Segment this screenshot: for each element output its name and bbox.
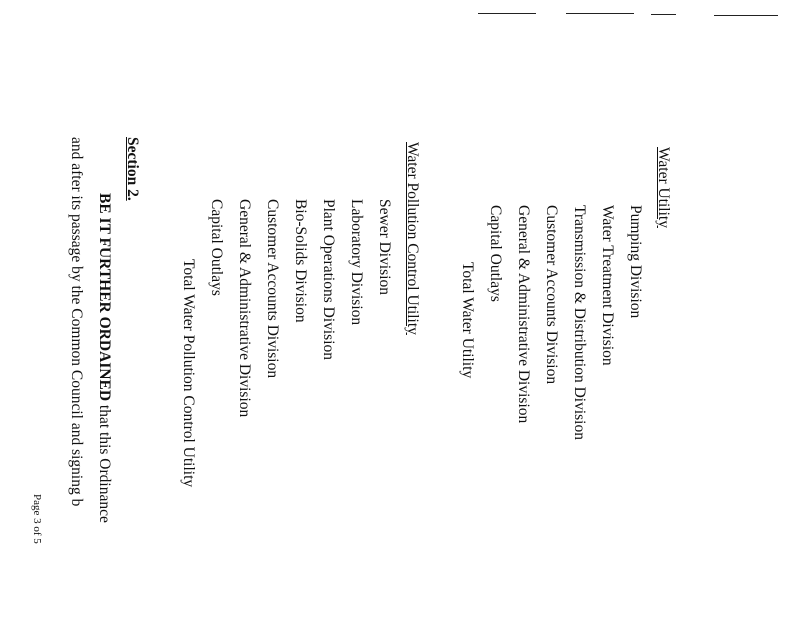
ordained-rest: that this Ordinance: [96, 401, 113, 523]
section-2-paragraph-line1: [97, 193, 113, 523]
water-pollution-total: Total Water Pollution Control Utility: [180, 259, 197, 488]
water-pollution-item: Sewer Division: [376, 199, 393, 296]
water-utility-item: Capital Outlays: [487, 205, 504, 302]
page-number: Page 3 of 5: [31, 494, 43, 544]
ordained-lead: BE IT FURTHER ORDAINED: [96, 193, 113, 402]
water-utility-item: Water Treatment Division: [599, 205, 616, 366]
form-rule-1: [478, 13, 536, 14]
water-utility-item: General & Administrative Division: [515, 205, 532, 424]
water-pollution-item: Laboratory Division: [348, 199, 365, 326]
water-utility-item: Transmission & Distribution Division: [571, 205, 588, 440]
water-pollution-item: Bio-Solids Division: [292, 199, 309, 323]
water-pollution-item: Customer Accounts Division: [264, 199, 281, 379]
water-pollution-item: Capital Outlays: [208, 199, 225, 296]
form-rule-4: [714, 15, 778, 16]
section-2-heading: Section 2.: [124, 137, 141, 201]
water-pollution-item: General & Administrative Division: [236, 199, 253, 418]
water-pollution-heading: Water Pollution Control Utility: [404, 142, 421, 335]
water-pollution-item: Plant Operations Division: [320, 199, 337, 361]
section-2-paragraph-line2: and after its passage by the Common Council and signing b: [68, 137, 85, 507]
form-rule-2: [566, 13, 634, 14]
form-rule-3: [651, 14, 676, 15]
water-utility-total: Total Water Utility: [459, 262, 476, 379]
water-utility-item: Customer Accounts Division: [543, 205, 560, 385]
water-utility-item: Pumping Division: [627, 205, 644, 319]
water-utility-heading: Water Utility: [655, 147, 672, 228]
